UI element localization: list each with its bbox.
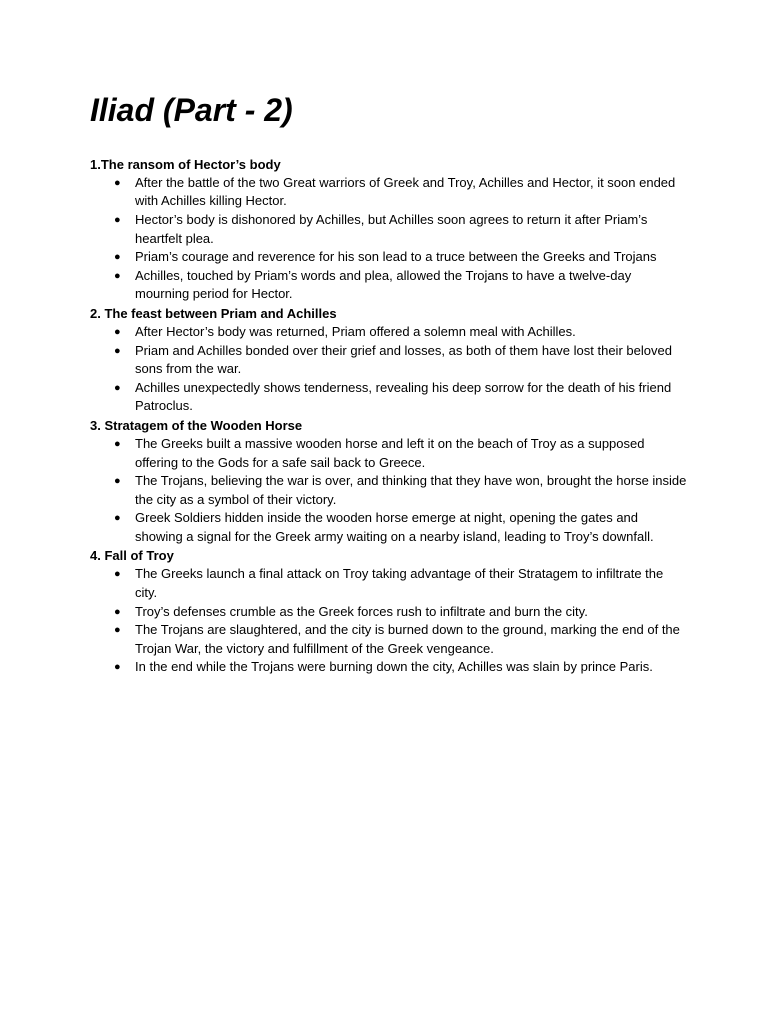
list-item [90, 342, 688, 379]
bullet-icon: ● [114, 512, 121, 525]
list-item [90, 621, 688, 658]
bullet-icon: ● [114, 325, 121, 338]
list-item-text: Achilles unexpectedly shows tenderness, revealing his deep sorrow for the death of his friend Patroclus. [135, 379, 672, 414]
bullet-icon: ● [114, 624, 121, 637]
bullet-icon: ● [114, 176, 121, 189]
list-item [90, 565, 688, 602]
section-feast-between-priam-and-achilles [90, 304, 688, 416]
section-stratagem-of-the-wooden-horse [90, 416, 688, 547]
list-item-text: The Greeks built a massive wooden horse and left it on the beach of Troy as a supposed offering to the Gods for a safe sail back to Greece. [135, 435, 645, 470]
bullet-icon: ● [114, 605, 121, 618]
list-item-text: Troy’s defenses crumble as the Greek forces rush to infiltrate and burn the city. [135, 603, 588, 619]
list-item-text: After Hector’s body was returned, Priam offered a solemn meal with Achilles. [135, 323, 576, 339]
list-item [90, 509, 688, 546]
bullet-icon: ● [114, 213, 121, 226]
list-item [90, 323, 688, 342]
list-item [90, 472, 688, 509]
list-item [90, 267, 688, 304]
list-item [90, 658, 688, 677]
bullet-icon: ● [114, 437, 121, 450]
section-heading: 2. The feast between Priam and Achilles [90, 305, 337, 321]
section-heading: 3. Stratagem of the Wooden Horse [90, 417, 303, 433]
bullet-icon: ● [114, 344, 121, 357]
bullet-icon: ● [114, 568, 121, 581]
list-item-text: Hector’s body is dishonored by Achilles, but Achilles soon agrees to return it after Priam’s heartfelt plea. [135, 211, 648, 246]
bullet-icon: ● [114, 251, 121, 264]
bullet-icon: ● [114, 475, 121, 488]
list-item [90, 435, 688, 472]
list-item-text: The Greeks launch a final attack on Troy taking advantage of their Stratagem to infiltrate the city. [135, 566, 664, 601]
bullet-icon: ● [114, 381, 121, 394]
list-item [90, 211, 688, 248]
list-item [90, 603, 688, 622]
document-title: Iliad (Part - 2) [90, 92, 293, 128]
bullet-list [90, 565, 688, 677]
list-item-text: Priam and Achilles bonded over their grief and losses, as both of them have lost their beloved sons from the war. [135, 342, 672, 377]
list-item-text: In the end while the Trojans were burning down the city, Achilles was slain by prince Paris. [135, 659, 653, 675]
bullet-list [90, 323, 688, 416]
list-item-text: The Trojans are slaughtered, and the city is burned down to the ground, marking the end of the Trojan War, the victory and fulfillment of the Greek vengeance. [135, 622, 680, 656]
list-item [90, 248, 688, 267]
list-item-text: Achilles, touched by Priam’s words and plea, allowed the Trojans to have a twelve-day mourning period for Hector. [135, 267, 632, 302]
section-fall-of-troy [90, 546, 688, 677]
list-item-text: Priam’s courage and reverence for his son lead to a truce between the Greeks and Trojans [135, 249, 657, 265]
list-item-text: Greek Soldiers hidden inside the wooden horse emerge at night, opening the gates and showing a signal for the Greek army waiting on a nearby island, leading to Troy’s downfall. [135, 510, 654, 544]
list-item [90, 174, 688, 211]
section-heading: 4. Fall of Troy [90, 548, 174, 564]
section-heading: 1.The ransom of Hector’s body [90, 156, 281, 172]
list-item [90, 379, 688, 416]
list-item-text: After the battle of the two Great warriors of Greek and Troy, Achilles and Hector, it soon ended with Achilles killing Hector. [135, 174, 676, 209]
list-item-text: The Trojans, believing the war is over, and thinking that they have won, brought the horse inside the city as a symbol of their victory. [135, 473, 687, 507]
section-ransom-of-hectors-body [90, 155, 688, 304]
bullet-list [90, 435, 688, 547]
bullet-list [90, 174, 688, 304]
bullet-icon: ● [114, 661, 121, 674]
bullet-icon: ● [114, 269, 121, 282]
